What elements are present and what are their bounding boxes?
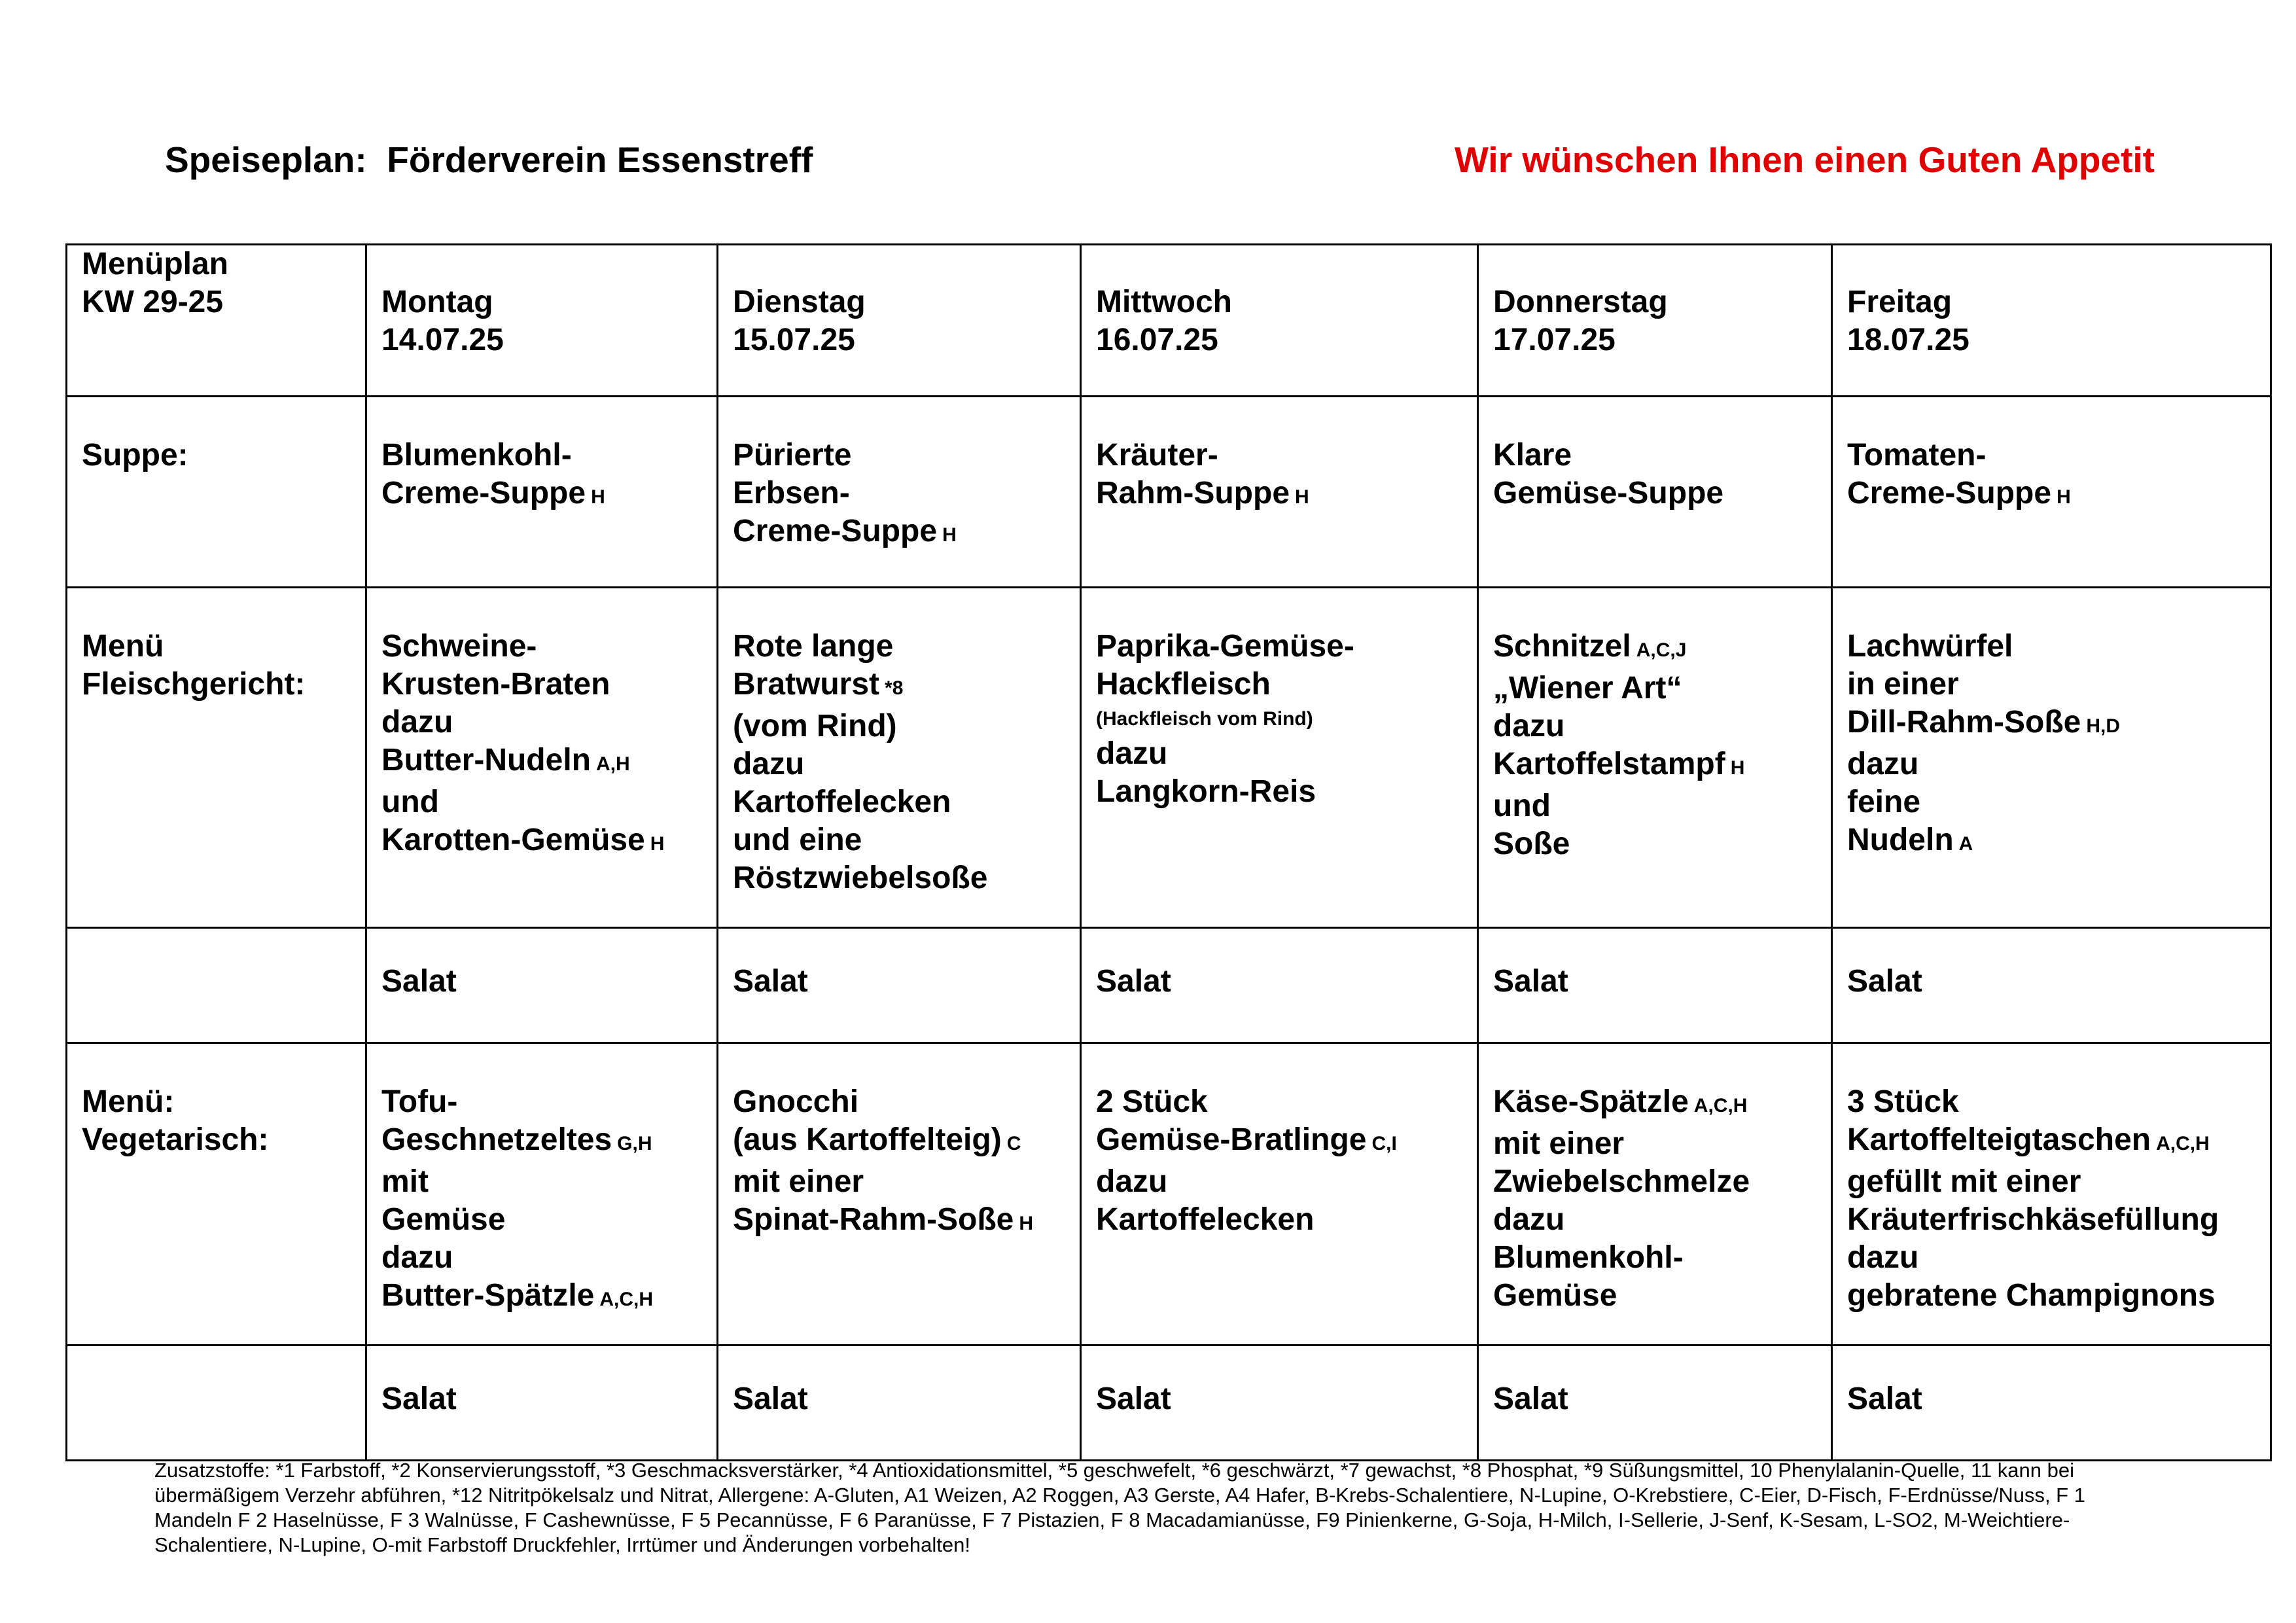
salad-cell xyxy=(366,928,718,1043)
dish-line xyxy=(381,1163,705,1201)
dish-text: mit xyxy=(381,1164,429,1199)
day-date: 15.07.25 xyxy=(733,323,855,357)
dish-text: mit einer xyxy=(733,1164,864,1199)
dish-line xyxy=(1493,669,1819,707)
empty-label-cell xyxy=(67,928,366,1043)
dish-text: (aus Kartoffelteig) xyxy=(733,1122,1002,1157)
allergen-code: A,C,H xyxy=(2156,1133,2210,1154)
allergen-code: H xyxy=(650,833,665,855)
dish-line xyxy=(733,859,1068,897)
allergen-code: H xyxy=(1295,486,1309,508)
dish-text: Röstzwiebelsoße xyxy=(733,861,988,895)
dish-line xyxy=(1847,1163,2258,1201)
dish-line xyxy=(733,628,1068,666)
dish-line xyxy=(733,1083,1068,1121)
dish-text: „Wiener Art“ xyxy=(1493,671,1682,705)
row-label-meat xyxy=(67,588,366,928)
dish-text: dazu xyxy=(381,1240,453,1275)
dish-line xyxy=(1493,1277,1819,1315)
dish-line xyxy=(381,1277,705,1319)
dish-line xyxy=(1493,707,1819,745)
allergen-code: H,D xyxy=(2086,715,2121,737)
dish-text: Paprika-Gemüse- xyxy=(1096,629,1354,664)
dish-text: gefüllt mit einer xyxy=(1847,1164,2081,1199)
veg-cell xyxy=(1478,1043,1832,1346)
dish-line xyxy=(733,474,1068,512)
salad-text: Salat xyxy=(1493,1382,1568,1416)
meat-cell xyxy=(1081,588,1478,928)
dish-text: dazu xyxy=(1847,747,1919,781)
dish-line xyxy=(1847,1121,2258,1163)
allergen-code: A,C,J xyxy=(1636,639,1687,661)
dish-line xyxy=(1847,704,2258,745)
dish-line xyxy=(381,474,705,516)
dish-line xyxy=(381,821,705,863)
dish-text: dazu xyxy=(1493,1202,1565,1237)
dish-line xyxy=(1847,1083,2258,1121)
dish-text: Bratwurst xyxy=(733,667,880,702)
dish-text: Kartoffelstampf xyxy=(1493,747,1725,781)
dish-text: 2 Stück xyxy=(1096,1084,1208,1119)
week-label: KW 29-25 xyxy=(82,285,224,319)
dish-text: dazu xyxy=(1847,1240,1919,1275)
allergen-code: C xyxy=(1006,1133,1021,1154)
day-date: 18.07.25 xyxy=(1847,323,1969,357)
header-row xyxy=(67,245,2271,397)
dish-text: Hackfleisch xyxy=(1096,667,1271,702)
allergen-code: H xyxy=(591,486,605,508)
salad-cell xyxy=(718,1346,1081,1461)
dish-text: dazu xyxy=(1096,1164,1168,1199)
dish-text: Tofu- xyxy=(381,1084,458,1119)
allergen-code: H xyxy=(1730,757,1745,779)
dish-text: Schnitzel xyxy=(1493,629,1631,664)
dish-note: (Hackfleisch vom Rind) xyxy=(1096,708,1313,730)
row-label: Fleischgericht: xyxy=(82,667,306,702)
dish-text: Gnocchi xyxy=(733,1084,859,1119)
dish-line xyxy=(733,707,1068,745)
dish-line xyxy=(1493,628,1819,669)
salad-text: Salat xyxy=(1847,964,1922,999)
salad-text: Salat xyxy=(733,1382,808,1416)
dish-line xyxy=(733,745,1068,783)
row-label-veg xyxy=(67,1043,366,1346)
dish-line xyxy=(1847,1239,2258,1277)
allergen-code: A,H xyxy=(595,753,630,775)
dish-line xyxy=(1096,437,1465,474)
dish-line xyxy=(381,628,705,666)
dish-text: Tomaten- xyxy=(1847,438,1987,473)
dish-text: Krusten-Braten xyxy=(381,667,610,702)
day-name: Mittwoch xyxy=(1096,285,1232,319)
dish-line xyxy=(1493,1125,1819,1163)
allergen-code: A,C,H xyxy=(1693,1095,1748,1116)
dish-text: Butter-Nudeln xyxy=(381,743,591,777)
corner-label: Menüplan xyxy=(82,247,228,281)
dish-text: Pürierte xyxy=(733,438,852,473)
allergen-code: *8 xyxy=(885,677,904,699)
dish-text: Dill-Rahm-Soße xyxy=(1847,705,2081,740)
soup-cell xyxy=(1081,397,1478,588)
day-header xyxy=(718,245,1081,397)
soup-cell xyxy=(366,397,718,588)
veg-row xyxy=(67,1043,2271,1346)
dish-text: Erbsen- xyxy=(733,476,850,510)
dish-text: (vom Rind) xyxy=(733,709,897,743)
dish-text: und xyxy=(1493,789,1551,823)
menu-table xyxy=(65,243,2272,1461)
dish-line xyxy=(381,704,705,741)
soup-cell xyxy=(1478,397,1832,588)
dish-text: Kartoffelecken xyxy=(733,785,951,819)
dish-line xyxy=(733,512,1068,554)
dish-text: in einer xyxy=(1847,667,1959,702)
dish-line xyxy=(733,1163,1068,1201)
empty-label-cell xyxy=(67,1346,366,1461)
salad-text: Salat xyxy=(381,964,457,999)
corner-cell xyxy=(67,245,366,397)
dish-line xyxy=(381,437,705,474)
dish-text: Gemüse-Bratlinge xyxy=(1096,1122,1367,1157)
row-label: Vegetarisch: xyxy=(82,1122,269,1157)
dish-line xyxy=(1096,1083,1465,1121)
row-label: Suppe: xyxy=(82,438,188,473)
dish-line xyxy=(1493,437,1819,474)
salad-cell xyxy=(1081,1346,1478,1461)
dish-line xyxy=(1847,666,2258,704)
dish-line xyxy=(733,821,1068,859)
veg-cell xyxy=(1832,1043,2271,1346)
row-label: Menü xyxy=(82,629,164,664)
salad-text: Salat xyxy=(733,964,808,999)
salad-cell xyxy=(1081,928,1478,1043)
dish-line xyxy=(1847,474,2258,516)
dish-line xyxy=(1493,825,1819,863)
dish-line xyxy=(1096,773,1465,811)
page-title: Speiseplan: Förderverein Essenstreff xyxy=(165,139,813,180)
dish-line xyxy=(1847,437,2258,474)
day-name: Montag xyxy=(381,285,493,319)
dish-text: Rote lange xyxy=(733,629,894,664)
day-name: Dienstag xyxy=(733,285,866,319)
allergen-code: H xyxy=(1019,1213,1034,1234)
dish-line xyxy=(1493,787,1819,825)
dish-line xyxy=(1493,1239,1819,1277)
salad-text: Salat xyxy=(1096,1382,1171,1416)
dish-line xyxy=(1096,666,1465,704)
dish-line xyxy=(381,1121,705,1163)
row-label: Menü: xyxy=(82,1084,175,1119)
greeting-text: Wir wünschen Ihnen einen Guten Appetit xyxy=(1454,139,2155,180)
allergen-code: G,H xyxy=(617,1133,652,1154)
allergen-code: H xyxy=(942,524,957,546)
day-header xyxy=(1832,245,2271,397)
dish-text: Gemüse-Suppe xyxy=(1493,476,1724,510)
allergen-code: H xyxy=(2057,486,2071,508)
dish-line xyxy=(1096,1201,1465,1239)
meat-row xyxy=(67,588,2271,928)
dish-text: 3 Stück xyxy=(1847,1084,1959,1119)
salad-cell xyxy=(1478,1346,1832,1461)
dish-line xyxy=(1847,821,2258,863)
meat-cell xyxy=(1832,588,2271,928)
dish-text: Schweine- xyxy=(381,629,537,664)
dish-text: feine xyxy=(1847,785,1921,819)
veg-cell xyxy=(718,1043,1081,1346)
dish-text: Gemüse xyxy=(1493,1278,1617,1313)
day-date: 16.07.25 xyxy=(1096,323,1218,357)
salad-row xyxy=(67,1346,2271,1461)
dish-text: Kartoffelteigtaschen xyxy=(1847,1122,2151,1157)
dish-line xyxy=(733,1121,1068,1163)
dish-text: dazu xyxy=(733,747,805,781)
salad-cell xyxy=(1478,928,1832,1043)
dish-line xyxy=(1847,783,2258,821)
allergen-code: A xyxy=(1958,833,1973,855)
dish-line xyxy=(1096,1163,1465,1201)
dish-text: mit einer xyxy=(1493,1126,1625,1161)
footnote-additives: Zusatzstoffe: *1 Farbstoff, *2 Konservierungsstoff, *3 Geschmacksverstärker, *4 Antioxidationsmittel, *5 geschwefelt, *6 geschwärzt, *7 gewachst, *8 Phosphat, *9 Süßungsmittel, 10 Phenylalanin-Quelle, 11 kann bei übermäßigem Verzehr abführen, *12 Nitritpökelsalz und Nitrat, Allergene: A-Gluten, A1 Weizen, A2 Roggen, A3 Gerste, A4 Hafer, B-Krebs-Schalentiere, N-Lupine, O-Krebstiere, C-Eier, D-Fisch, F-Erdnüsse/Nuss, F 1 Mandeln F 2 Haselnüsse, F 3 Walnüsse, F Cashewnüsse, F 5 Pecannüsse, F 6 Paranüsse, F 7 Pistazien, F 8 Macadamianüsse, F9 Pinienkerne, G-Soja, H-Milch, I-Sellerie, J-Senf, K-Sesam, L-SO2, M-Weichtiere-Schalentiere, N-Lupine, O-mit Farbstoff Druckfehler, Irrtümer und Änderungen vorbehalten! xyxy=(154,1459,2085,1556)
meat-cell xyxy=(366,588,718,928)
dish-text: Kräuter- xyxy=(1096,438,1218,473)
dish-line xyxy=(1847,1277,2258,1315)
day-date: 17.07.25 xyxy=(1493,323,1616,357)
dish-text: Lachwürfel xyxy=(1847,629,2013,664)
dish-text: Butter-Spätzle xyxy=(381,1278,595,1313)
dish-text: Creme-Suppe xyxy=(1847,476,2052,510)
salad-text: Salat xyxy=(1096,964,1171,999)
dish-text: Langkorn-Reis xyxy=(1096,774,1316,809)
dish-line xyxy=(1096,735,1465,773)
dish-text: dazu xyxy=(1493,709,1565,743)
dish-line xyxy=(1096,1121,1465,1163)
dish-text: und eine xyxy=(733,823,862,857)
salad-text: Salat xyxy=(1493,964,1568,999)
dish-text: Creme-Suppe xyxy=(733,514,938,548)
day-date: 14.07.25 xyxy=(381,323,504,357)
dish-line xyxy=(733,783,1068,821)
dish-line xyxy=(381,783,705,821)
dish-text: Nudeln xyxy=(1847,823,1954,857)
dish-line xyxy=(381,1239,705,1277)
dish-text: Blumenkohl- xyxy=(381,438,572,473)
salad-cell xyxy=(1832,928,2271,1043)
dish-text: Rahm-Suppe xyxy=(1096,476,1290,510)
dish-line xyxy=(381,1201,705,1239)
dish-line xyxy=(1493,745,1819,787)
dish-text: Klare xyxy=(1493,438,1572,473)
dish-text: Kartoffelecken xyxy=(1096,1202,1315,1237)
dish-text: Zwiebelschmelze xyxy=(1493,1164,1750,1199)
dish-text: Creme-Suppe xyxy=(381,476,586,510)
dish-text: und xyxy=(381,785,439,819)
salad-cell xyxy=(718,928,1081,1043)
day-header xyxy=(1081,245,1478,397)
dish-line xyxy=(381,666,705,704)
dish-text: Spinat-Rahm-Soße xyxy=(733,1202,1014,1237)
dish-line xyxy=(1493,1163,1819,1201)
day-header xyxy=(1478,245,1832,397)
soup-cell xyxy=(1832,397,2271,588)
dish-text: Gemüse xyxy=(381,1202,506,1237)
dish-line xyxy=(733,1201,1068,1243)
day-header xyxy=(366,245,718,397)
dish-line xyxy=(1847,628,2258,666)
salad-text: Salat xyxy=(1847,1382,1922,1416)
dish-line xyxy=(1847,745,2258,783)
soup-cell xyxy=(718,397,1081,588)
dish-text: Soße xyxy=(1493,827,1570,861)
row-label-soup xyxy=(67,397,366,588)
dish-text: Käse-Spätzle xyxy=(1493,1084,1689,1119)
meat-cell xyxy=(718,588,1081,928)
soup-row xyxy=(67,397,2271,588)
allergen-code: A,C,H xyxy=(599,1289,654,1310)
dish-line xyxy=(1493,1201,1819,1239)
dish-text: dazu xyxy=(1096,736,1168,771)
dish-line xyxy=(1096,474,1465,516)
dish-line xyxy=(733,437,1068,474)
day-name: Freitag xyxy=(1847,285,1952,319)
dish-text: gebratene Champignons xyxy=(1847,1278,2216,1313)
salad-text: Salat xyxy=(381,1382,457,1416)
allergen-code: C,I xyxy=(1371,1133,1397,1154)
dish-line xyxy=(733,666,1068,707)
dish-line xyxy=(1493,474,1819,512)
veg-cell xyxy=(366,1043,718,1346)
dish-line xyxy=(381,741,705,783)
veg-cell xyxy=(1081,1043,1478,1346)
dish-line xyxy=(381,1083,705,1121)
dish-line xyxy=(1096,628,1465,666)
salad-row xyxy=(67,928,2271,1043)
meat-cell xyxy=(1478,588,1832,928)
dish-line xyxy=(1847,1201,2258,1239)
dish-line xyxy=(1493,1083,1819,1125)
dish-text: Blumenkohl- xyxy=(1493,1240,1684,1275)
dish-text: Kräuterfrischkäsefüllung xyxy=(1847,1202,2219,1237)
dish-text: Geschnetzeltes xyxy=(381,1122,612,1157)
day-name: Donnerstag xyxy=(1493,285,1668,319)
dish-text: Karotten-Gemüse xyxy=(381,823,645,857)
salad-cell xyxy=(1832,1346,2271,1461)
salad-cell xyxy=(366,1346,718,1461)
dish-text: dazu xyxy=(381,705,453,740)
